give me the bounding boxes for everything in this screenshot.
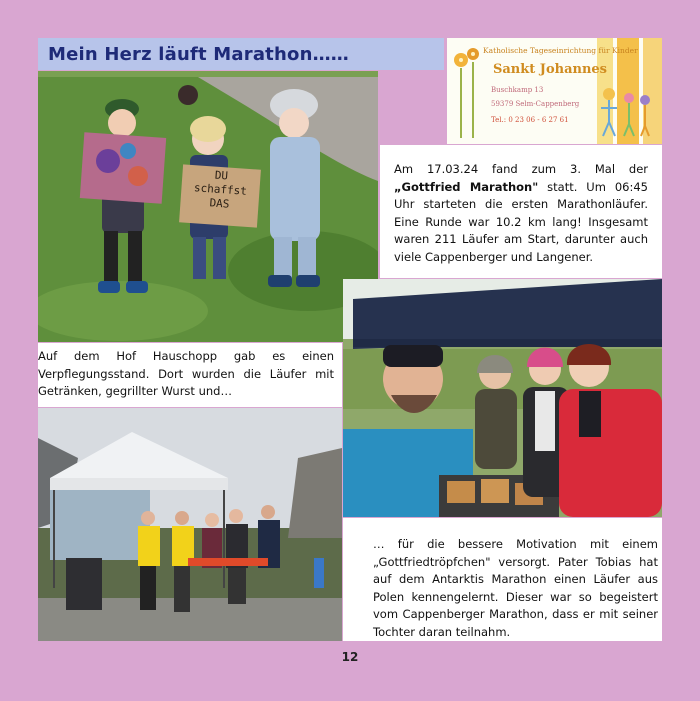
paragraph-verpflegung <box>38 343 342 407</box>
sign-text-line3: DAS <box>209 196 230 211</box>
sign-text-line2: schaffst <box>193 181 248 198</box>
paragraph-motivation-text: … für die bessere Motivation mit einem „Gottfriedtröpfchen" versorgt. Pater Tobias hat auf dem Antarktis Marathon einen Läufer aus Polen kennengelernt. Dieser war so begeistert vom Cappenberger Marathon, dass er mit seiner Tochter daran teilnahm. <box>373 537 658 639</box>
photo-verpflegungsstand <box>38 408 342 641</box>
logo-name: Sankt Johannes <box>493 62 607 77</box>
title-bar <box>38 38 444 70</box>
photo-food-stand <box>343 279 662 517</box>
paragraph-intro <box>380 145 662 278</box>
paragraph-intro-start: Am 17.03.24 fand zum 3. Mal der <box>394 162 648 176</box>
paragraph-verpflegung-text: Auf dem Hof Hauschopp gab es einen Verpflegungsstand. Dort wurden die Läufer mit Getränken, gegrillter Wurst und… <box>38 349 334 398</box>
paragraph-intro-end: statt. Um 06:45 Uhr starteten die ersten Marathonläufer. Eine Runde war 10.2 km lang! Insgesamt waren 211 Läufer am Start, darunter auch viele Cappenberger und Langener. <box>394 179 648 264</box>
paragraph-motivation <box>343 518 662 641</box>
flower-icon <box>447 38 487 144</box>
logo-org-line: Katholische Tageseinrichtung für Kinder <box>483 46 638 55</box>
page-number: 12 <box>341 650 359 664</box>
photo-children-with-signs <box>38 71 378 342</box>
logo-city: 59379 Selm-Cappenberg <box>491 100 580 108</box>
sign-text-line1: DU <box>214 168 229 183</box>
logo-phone: Tel.: 0 23 06 - 6 27 61 <box>491 116 569 124</box>
page-title: Mein Herz läuft Marathon…… <box>48 43 349 65</box>
children-figures-icon <box>597 84 657 144</box>
paragraph-intro-bold: „Gottfried Marathon" <box>394 179 539 194</box>
kita-logo <box>447 38 662 144</box>
logo-street: Buschkamp 13 <box>491 86 544 94</box>
